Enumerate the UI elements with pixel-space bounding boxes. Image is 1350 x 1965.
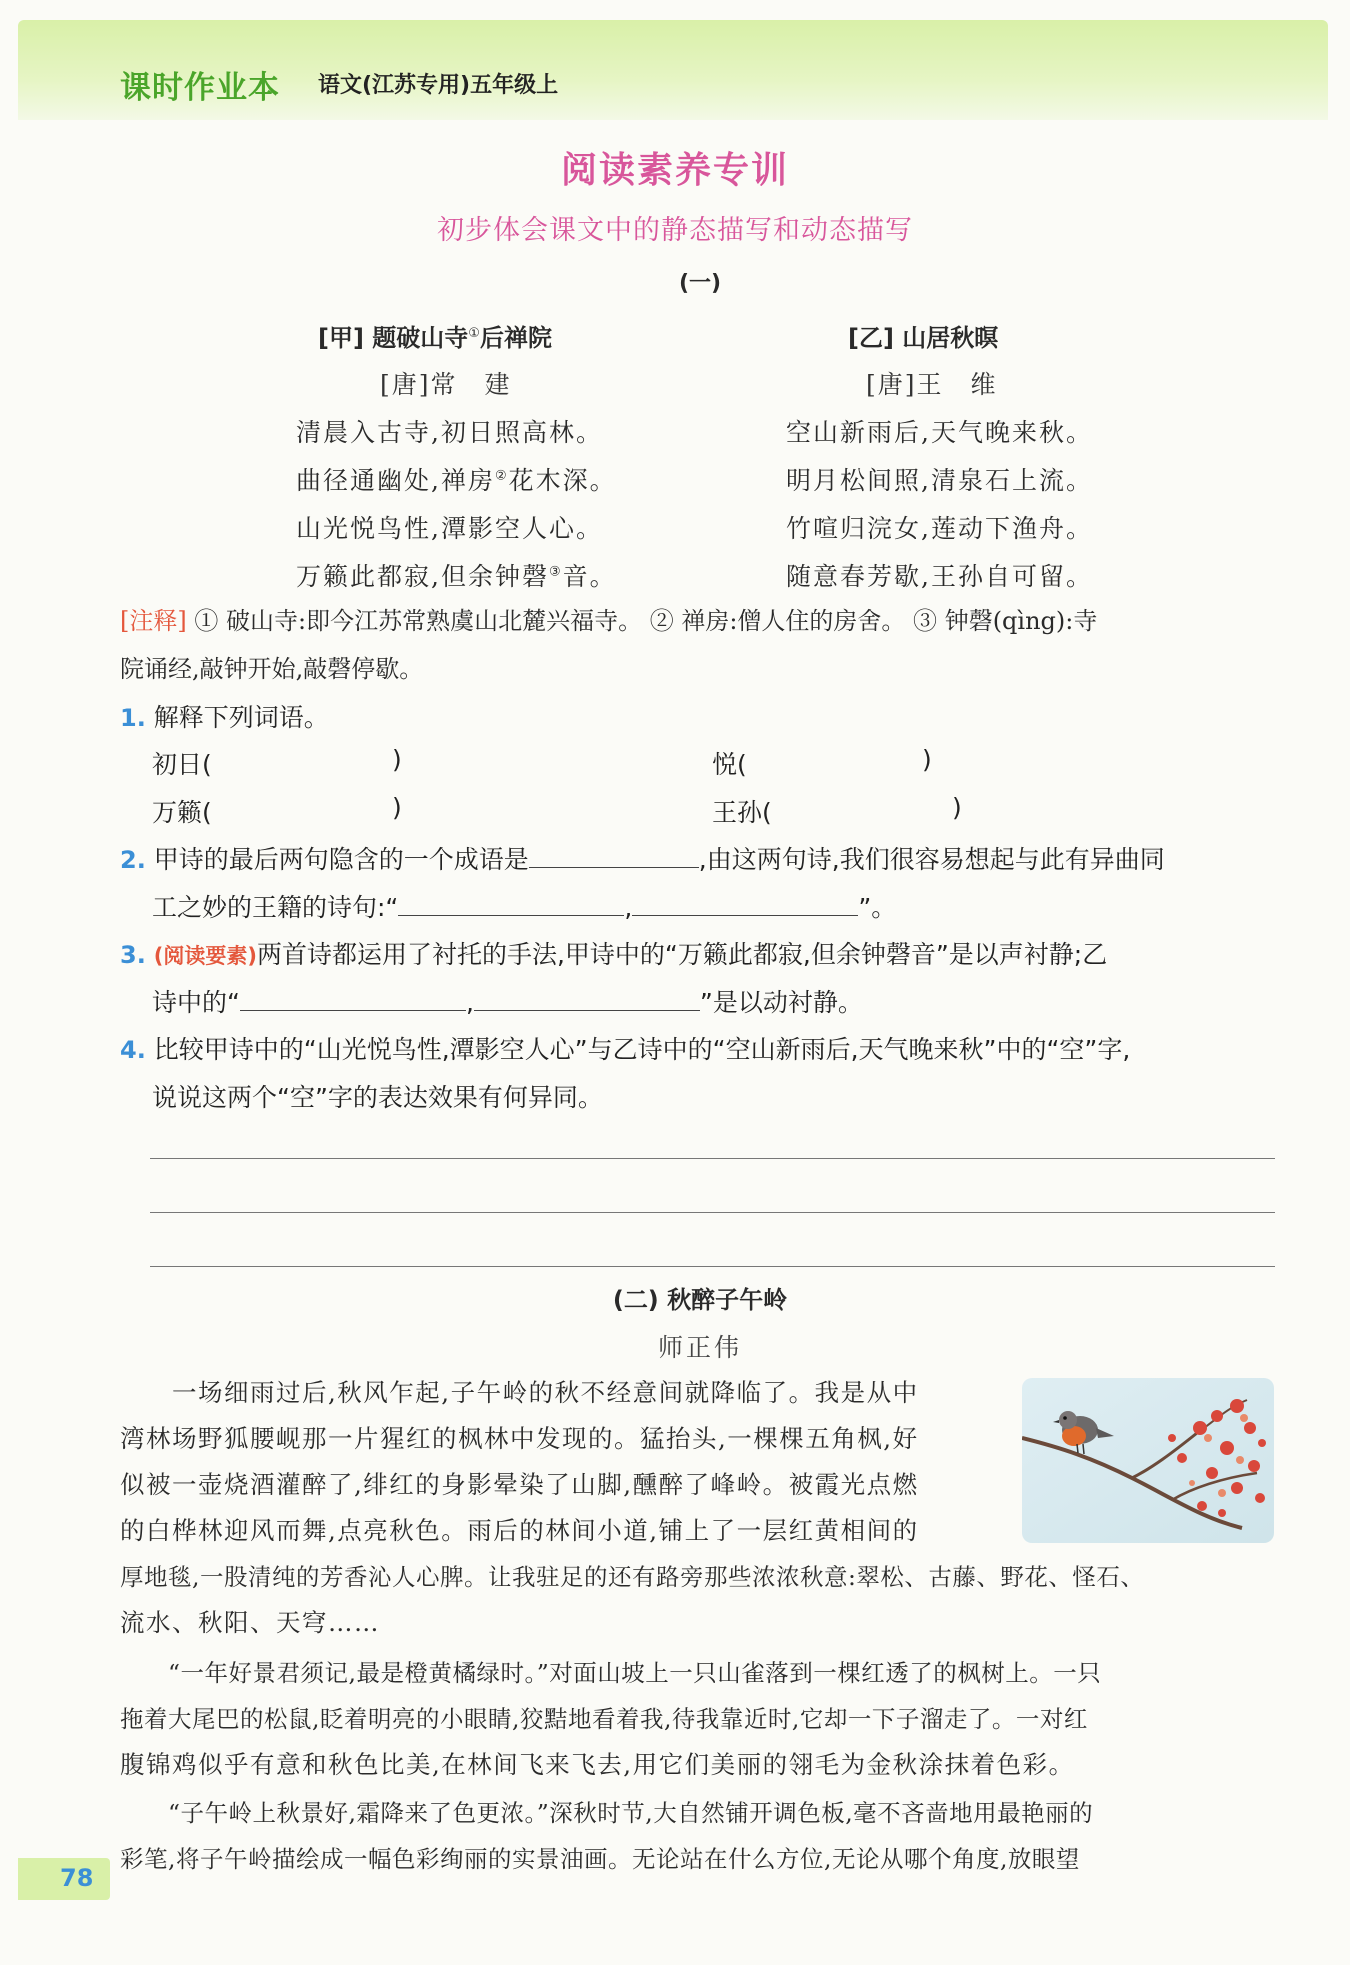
poem-a-line: 曲径通幽处,禅房②花木深。 [296, 466, 617, 495]
q1-item: 悦( [712, 750, 747, 779]
q1-item: 初日( [152, 750, 212, 779]
answer-blank[interactable] [474, 986, 700, 1011]
prose-line: 流水、秋阳、天穹…… [120, 1608, 380, 1637]
q1-item-close: ) [392, 745, 402, 774]
question-2: 2. 甲诗的最后两句隐含的一个成语是 ,由这两句诗,我们很容易想起与此有异曲同 [120, 845, 1165, 874]
note-line-2: 院诵经,敲钟开始,敲磬停歇。 [120, 655, 424, 683]
page-subtitle: 初步体会课文中的静态描写和动态描写 [437, 215, 913, 246]
prose-line: 拖着大尾巴的松鼠,眨着明亮的小眼睛,狡黠地看着我,待我靠近时,它却一下子溜走了。一对红 [120, 1705, 1088, 1733]
reading-element-tag: (阅读要素) [153, 944, 257, 968]
poem-b-line: 空山新雨后,天气晚来秋。 [786, 418, 1093, 447]
series-brand: 课时作业本 [120, 70, 280, 106]
q1-item-close: ) [392, 793, 402, 822]
poem-a-author: [唐]常 建 [380, 370, 512, 399]
answer-line[interactable] [150, 1158, 1275, 1159]
prose-line: 腹锦鸡似乎有意和秋色比美,在林间飞来飞去,用它们美丽的翎毛为金秋涂抹着色彩。 [120, 1750, 1075, 1779]
q1-item: 王孙( [712, 798, 772, 827]
q1-item-close: ) [922, 745, 932, 774]
prose-line: 一场细雨过后,秋风乍起,子午岭的秋不经意间就降临了。我是从中 [120, 1378, 919, 1407]
part2-author: 师正伟 [657, 1333, 742, 1362]
maple-bird-image [1022, 1378, 1274, 1543]
poem-b-title: [乙] 山居秋暝 [848, 324, 999, 352]
prose-line: 湾林场野狐腰岘那一片猩红的枫林中发现的。猛抬头,一棵棵五角枫,好 [120, 1424, 919, 1453]
answer-blank[interactable] [632, 891, 858, 916]
q1-item-close: ) [952, 793, 962, 822]
answer-line[interactable] [150, 1212, 1275, 1213]
question-3: 3. (阅读要素)两首诗都运用了衬托的手法,甲诗中的“万籁此都寂,但余钟磬音”是以声衬静;乙 [120, 940, 1108, 969]
prose-line: “子午岭上秋景好,霜降来了色更浓。”深秋时节,大自然铺开调色板,毫不吝啬地用最艳丽的 [120, 1799, 1094, 1827]
question-3-line-2: 诗中的“ , ”是以动衬静。 [152, 988, 863, 1017]
poem-b-author: [唐]王 维 [866, 370, 998, 399]
poem-a-line: 山光悦鸟性,潭影空人心。 [296, 514, 603, 543]
answer-blank[interactable] [240, 986, 466, 1011]
prose-line: 厚地毯,一股清纯的芳香沁人心脾。让我驻足的还有路旁那些浓浓秋意:翠松、古藤、野花、怪石、 [120, 1563, 1145, 1591]
question-1: 1. 解释下列词语。 [120, 703, 329, 732]
poem-a-line: 清晨入古寺,初日照高林。 [296, 418, 603, 447]
page-number: 78 [60, 1864, 94, 1892]
poem-b-line: 随意春芳歇,王孙自可留。 [786, 562, 1093, 591]
prose-line: 的白桦林迎风而舞,点亮秋色。雨后的林间小道,铺上了一层红黄相间的 [120, 1516, 919, 1545]
note-line-1: [注释] ① 破山寺:即今江苏常熟虞山北麓兴福寺。 ② 禅房:僧人住的房舍。 ③ 钟磬(qìng):寺 [120, 607, 1098, 635]
poem-a-title: [甲] 题破山寺①后禅院 [318, 324, 552, 352]
poem-b-line: 明月松间照,清泉石上流。 [786, 466, 1093, 495]
book-subject: 语文(江苏专用)五年级上 [318, 73, 559, 98]
part2-title: (二) 秋醉子午岭 [612, 1286, 788, 1314]
answer-blank[interactable] [398, 891, 624, 916]
question-4: 4. 比较甲诗中的“山光悦鸟性,潭影空人心”与乙诗中的“空山新雨后,天气晚来秋”中的“空”字, [120, 1035, 1131, 1064]
q1-item: 万籁( [152, 798, 212, 827]
question-4-line-2: 说说这两个“空”字的表达效果有何异同。 [152, 1083, 603, 1112]
answer-blank[interactable] [529, 843, 699, 868]
prose-line: “一年好景君须记,最是橙黄橘绿时。”对面山坡上一只山雀落到一棵红透了的枫树上。一只 [120, 1659, 1102, 1687]
prose-line: 彩笔,将子午岭描绘成一幅色彩绚丽的实景油画。无论站在什么方位,无论从哪个角度,放眼望 [120, 1845, 1080, 1873]
page-title: 阅读素养专训 [560, 150, 789, 191]
prose-line: 似被一壶烧酒灌醉了,绯红的身影晕染了山脚,醺醉了峰岭。被霞光点燃 [120, 1470, 919, 1499]
note-tag: [注释] [120, 607, 187, 635]
answer-line[interactable] [150, 1266, 1275, 1267]
maple-bird-illustration [1022, 1378, 1274, 1543]
question-2-line-2: 工之妙的王籍的诗句:“ , ”。 [152, 893, 897, 922]
poem-b-line: 竹喧归浣女,莲动下渔舟。 [786, 514, 1093, 543]
poem-a-line: 万籁此都寂,但余钟磬③音。 [296, 562, 617, 591]
part1-label: (一) [678, 271, 722, 296]
